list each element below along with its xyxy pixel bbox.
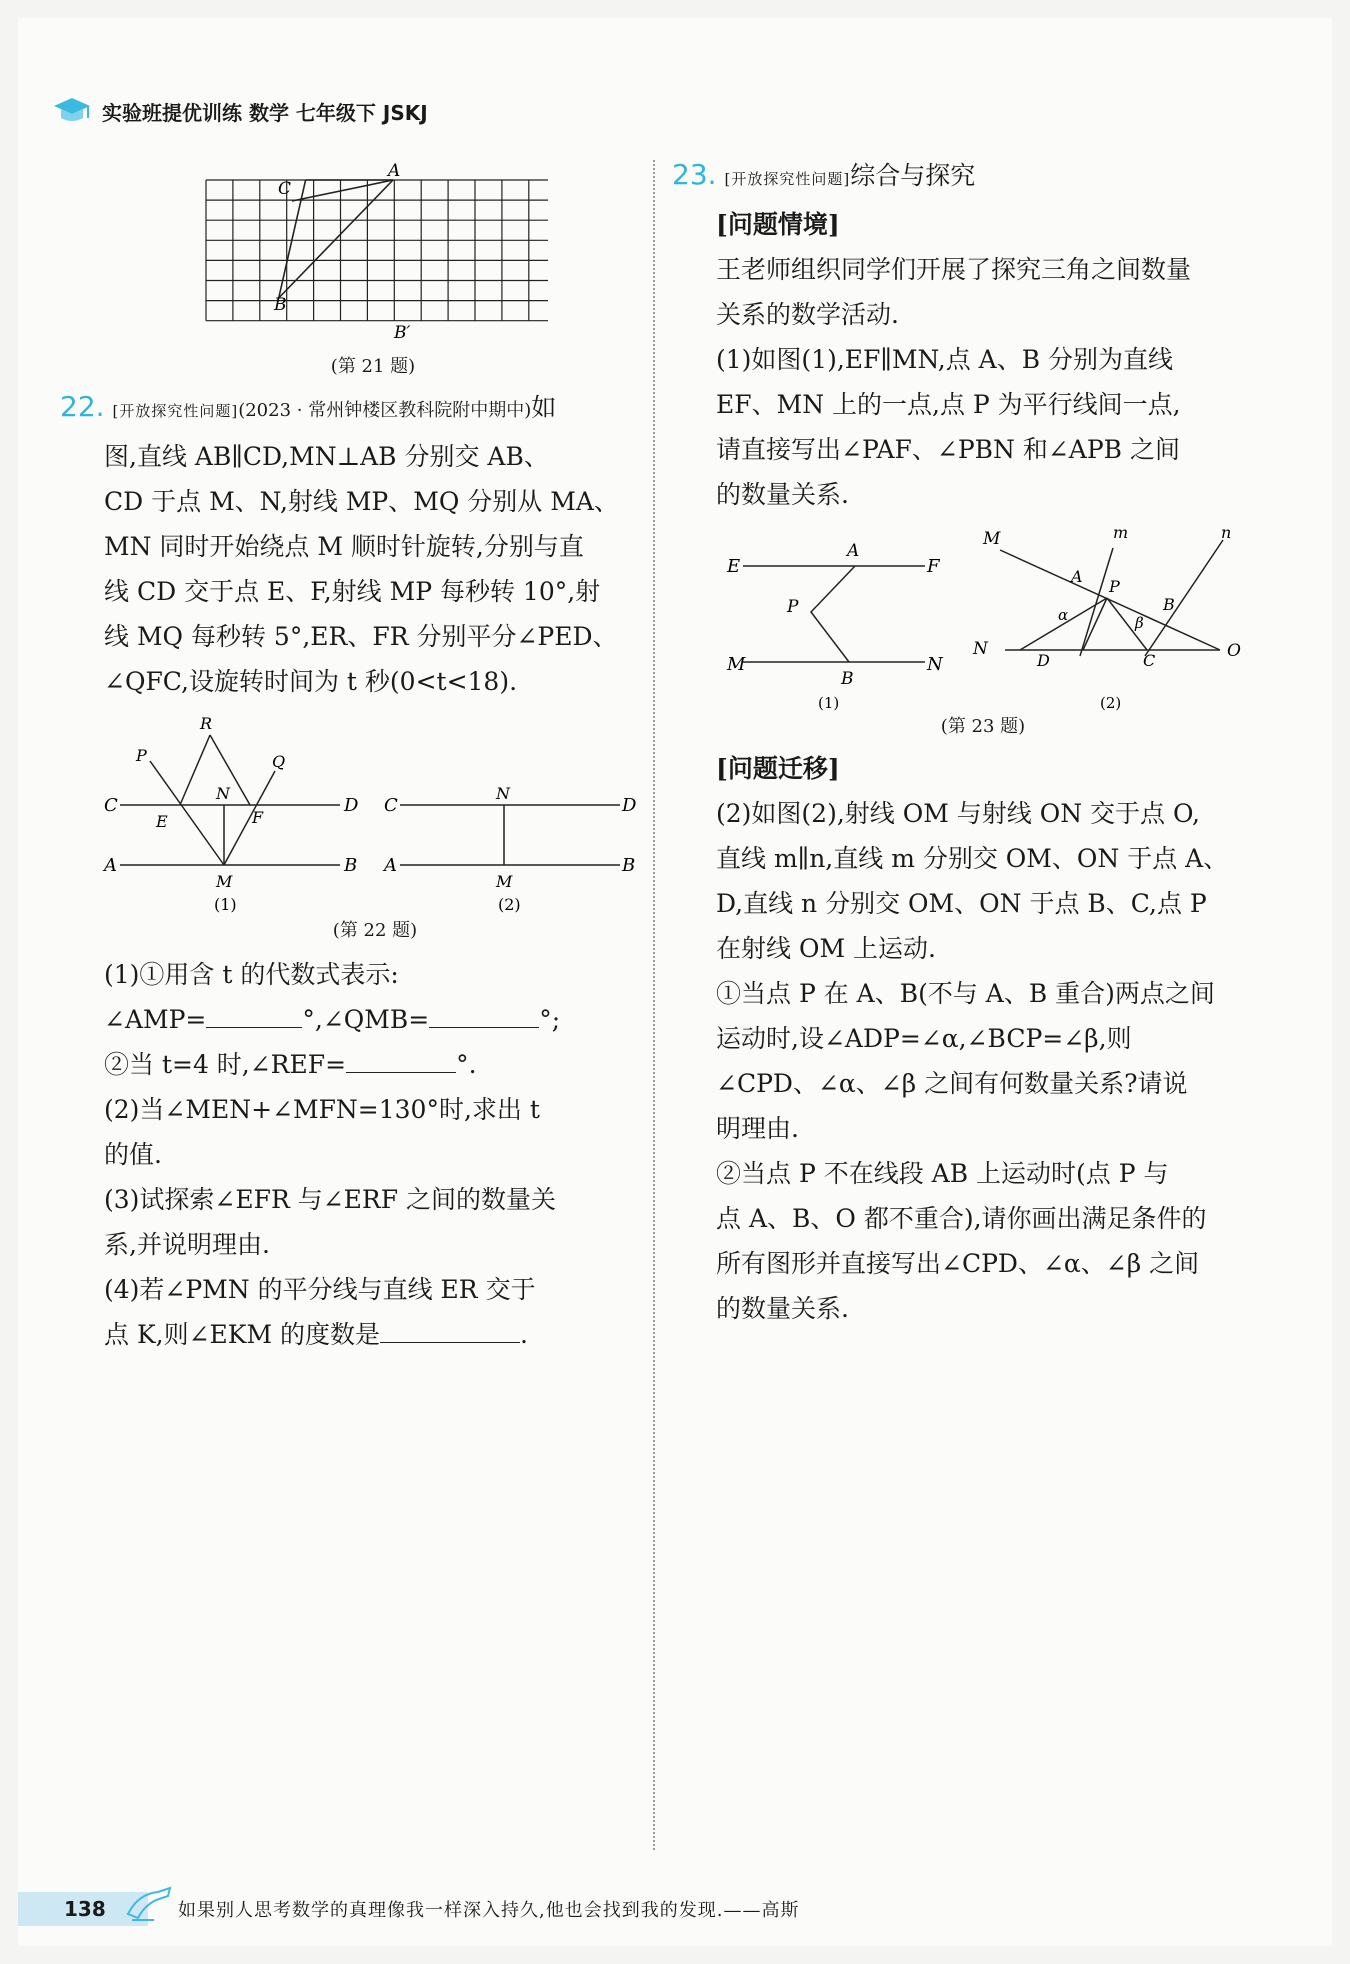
- q23-m9: ②当点 P 不在线段 AB 上运动时(点 P 与: [716, 1159, 1169, 1188]
- svg-text:F: F: [927, 556, 940, 577]
- q23-m12: 的数量关系.: [716, 1294, 849, 1323]
- svg-text:D: D: [1037, 651, 1050, 670]
- q22-p1c-1: ②当 t=4 时,∠REF=: [104, 1050, 347, 1079]
- figure-23: [715, 520, 1275, 740]
- svg-text:A: A: [1071, 567, 1083, 586]
- svg-text:D: D: [344, 795, 359, 816]
- column-divider: [653, 160, 655, 1850]
- answer-blank-qmb[interactable]: [429, 1001, 539, 1028]
- svg-text:M: M: [496, 872, 513, 891]
- svg-text:β: β: [1135, 614, 1144, 632]
- svg-text:R: R: [200, 714, 213, 733]
- fig23-sub2: (2): [1100, 694, 1122, 712]
- figure-22: [100, 705, 650, 915]
- answer-blank-amp[interactable]: [206, 1001, 302, 1028]
- q22-p1b-3: °;: [539, 1005, 561, 1034]
- q23-m4: 在射线 OM 上运动.: [716, 934, 936, 963]
- svg-text:A: A: [104, 855, 117, 876]
- q22-p1c-2: °.: [456, 1050, 477, 1079]
- q22-line-2: CD 于点 M、N,射线 MP、MQ 分别从 MA、: [104, 487, 619, 516]
- q22-source: (2023 · 常州钟楼区教科院附中期中): [238, 400, 532, 421]
- q22-line-1: 图,直线 AB∥CD,MN⊥AB 分别交 AB、: [104, 442, 549, 471]
- svg-text:C: C: [1143, 651, 1156, 670]
- q22-p1b-2: °,∠QMB=: [302, 1005, 430, 1034]
- footer: [18, 1880, 1332, 1930]
- q23-l6: 的数量关系.: [716, 480, 849, 509]
- page-number: 138: [18, 1892, 148, 1926]
- svg-text:P: P: [136, 746, 147, 765]
- answer-blank-ekm[interactable]: [380, 1316, 520, 1343]
- svg-text:α: α: [1058, 606, 1069, 624]
- q22-line-3: MN 同时开始绕点 M 顺时针旋转,分别与直: [104, 532, 584, 561]
- footer-quote: 如果别人思考数学的真理像我一样深入持久,他也会找到我的发现.——高斯: [178, 1900, 800, 1921]
- fig22-sub1: (1): [214, 895, 237, 914]
- svg-text:N: N: [973, 639, 988, 659]
- q22-tag: [开放探究性问题]: [112, 402, 239, 420]
- svg-text:n: n: [1221, 523, 1232, 542]
- fig21-label-C: C: [278, 179, 292, 199]
- svg-text:M: M: [983, 529, 1001, 549]
- figure-23-caption: (第 23 题): [940, 716, 1026, 737]
- svg-text:D: D: [622, 795, 637, 816]
- q22-p1a: (1)①用含 t 的代数式表示:: [104, 960, 399, 989]
- svg-text:F: F: [252, 808, 264, 827]
- svg-text:C: C: [104, 795, 118, 816]
- svg-text:M: M: [727, 654, 746, 675]
- q23-m1: (2)如图(2),射线 OM 与射线 ON 交于点 O,: [716, 799, 1200, 828]
- q22-number: 22.: [60, 390, 105, 423]
- q23-m2: 直线 m∥n,直线 m 分别交 OM、ON 于点 A、: [716, 844, 1229, 873]
- q23-l2: 关系的数学活动.: [716, 300, 899, 329]
- fig23-sub1: (1): [818, 694, 840, 712]
- svg-text:P: P: [787, 597, 799, 617]
- svg-text:E: E: [727, 556, 741, 577]
- svg-text:C: C: [384, 795, 398, 816]
- svg-text:B: B: [344, 855, 358, 876]
- question-22-parts: [104, 952, 654, 1357]
- question-22: [60, 384, 660, 704]
- svg-text:N: N: [927, 654, 943, 675]
- q23-m6: 运动时,设∠ADP=∠α,∠BCP=∠β,则: [716, 1024, 1132, 1053]
- svg-text:E: E: [156, 812, 168, 831]
- svg-text:N: N: [496, 784, 510, 803]
- q23-title: 综合与探究: [850, 161, 976, 190]
- figure-21-caption: (第 21 题): [330, 356, 416, 377]
- q22-line-0: 如: [531, 393, 557, 422]
- q22-p2b: 的值.: [104, 1140, 162, 1169]
- svg-text:Q: Q: [272, 752, 286, 771]
- svg-text:O: O: [1227, 641, 1241, 661]
- q22-p3b: 系,并说明理由.: [104, 1230, 270, 1259]
- q22-p3a: (3)试探索∠EFR 与∠ERF 之间的数量关: [104, 1185, 557, 1214]
- q23-l3: (1)如图(1),EF∥MN,点 A、B 分别为直线: [716, 345, 1174, 374]
- fig22-sub2: (2): [498, 895, 521, 914]
- q22-p4a: (4)若∠PMN 的平分线与直线 ER 交于: [104, 1275, 536, 1304]
- q22-p4b-2: .: [520, 1320, 528, 1349]
- header: [52, 96, 428, 126]
- q22-p2a: (2)当∠MEN+∠MFN=130°时,求出 t: [104, 1095, 540, 1124]
- q23-m8: 明理由.: [716, 1114, 799, 1143]
- svg-text:B: B: [1163, 595, 1175, 614]
- svg-text:B: B: [622, 855, 636, 876]
- svg-text:P: P: [1109, 577, 1120, 596]
- svg-text:M: M: [216, 872, 233, 891]
- answer-blank-ref[interactable]: [346, 1046, 456, 1073]
- q22-p1b-1: ∠AMP=: [104, 1005, 207, 1034]
- q23-l1: 王老师组织同学们开展了探究三角之间数量: [716, 255, 1192, 284]
- q23-m3: D,直线 n 分别交 OM、ON 于点 B、C,点 P: [716, 889, 1207, 918]
- figure-21-grid: [198, 160, 548, 360]
- svg-text:N: N: [216, 784, 230, 803]
- q23-m5: ①当点 P 在 A、B(不与 A、B 重合)两点之间: [716, 979, 1215, 1008]
- q23-l5: 请直接写出∠PAF、∠PBN 和∠APB 之间: [716, 435, 1180, 464]
- q23-tag: [开放探究性问题]: [724, 170, 851, 188]
- q23-section-situation: [问题情境]: [716, 210, 840, 239]
- graduation-cap-icon: [52, 96, 92, 126]
- svg-text:m: m: [1113, 523, 1129, 542]
- question-23: [672, 152, 1292, 517]
- fig21-label-A: A: [388, 161, 401, 181]
- header-title: 实验班提优训练 数学 七年级下 JSKJ: [102, 100, 428, 125]
- q23-m7: ∠CPD、∠α、∠β 之间有何数量关系?请说: [716, 1069, 1188, 1098]
- svg-text:A: A: [384, 855, 397, 876]
- fig21-label-Bp: B′: [394, 323, 411, 343]
- q23-number: 23.: [672, 158, 717, 191]
- q22-line-5: 线 MQ 每秒转 5°,ER、FR 分别平分∠PED、: [104, 622, 618, 651]
- q23-m10: 点 A、B、O 都不重合),请你画出满足条件的: [716, 1204, 1207, 1233]
- svg-text:A: A: [847, 541, 860, 561]
- q23-section-migration: [问题迁移]: [716, 754, 840, 783]
- figure-22-caption: (第 22 题): [332, 920, 418, 941]
- q23-m11: 所有图形并直接写出∠CPD、∠α、∠β 之间: [716, 1249, 1200, 1278]
- q22-line-6: ∠QFC,设旋转时间为 t 秒(0<t<18).: [104, 667, 518, 696]
- fig21-label-B: B: [274, 295, 287, 315]
- svg-text:B: B: [841, 669, 854, 689]
- q22-line-4: 线 CD 交于点 E、F,射线 MP 每秒转 10°,射: [104, 577, 601, 606]
- pencil-hand-icon: [124, 1884, 176, 1924]
- q22-p4b-1: 点 K,则∠EKM 的度数是: [104, 1320, 380, 1349]
- q23-l4: EF、MN 上的一点,点 P 为平行线间一点,: [716, 390, 1181, 419]
- question-23-migration: [716, 746, 1296, 1331]
